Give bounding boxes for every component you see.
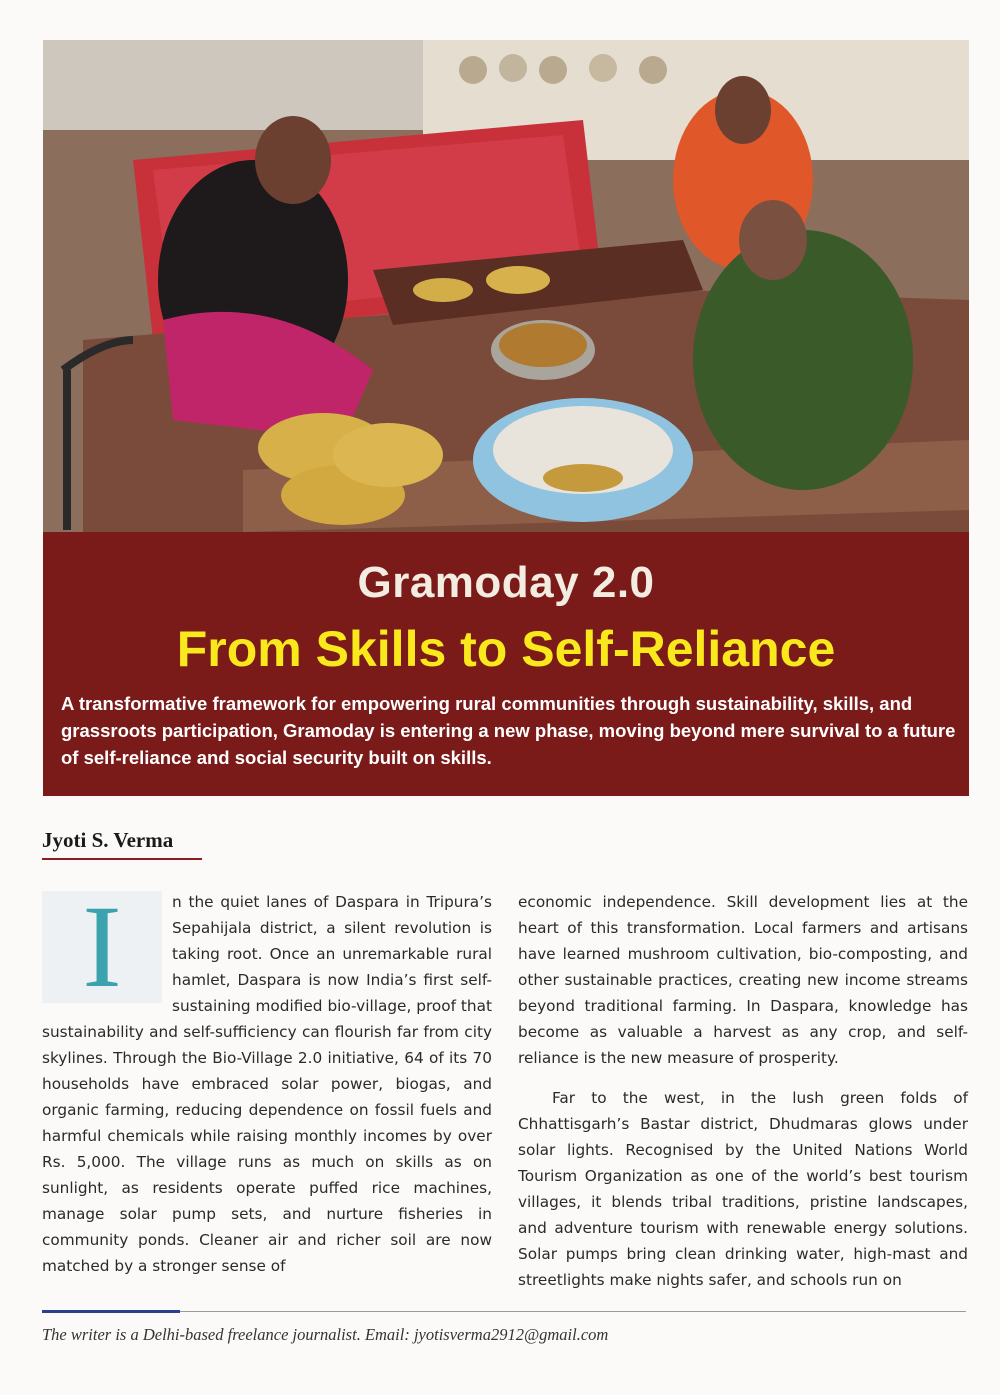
author-footnote: The writer is a Delhi-based freelance journalist. Email: jyotisverma2912@gmail.com xyxy=(42,1325,609,1344)
drop-cap: I xyxy=(42,891,162,1003)
photo-illustration xyxy=(43,40,969,532)
lede-paragraph: A transformative framework for empowering rural communities through sustainability, skills, and grassroots participation, Gramoday is entering a new phase, moving beyond mere survival to a future of self-reliance and social security built on skills. xyxy=(61,693,956,768)
paragraph: economic independence. Skill development lies at the heart of this transformation. Local farmers and artisans have learned mushroom cultivation, bio-composting, and other sustainable practices, creating new income streams beyond traditional farming. In Daspara, knowledge has become as valuable a harvest as any crop, and self-reliance is the new measure of prosperity. xyxy=(518,893,968,1067)
byline-underline xyxy=(42,858,202,860)
title-line-1: Gramoday 2.0 xyxy=(357,558,655,607)
byline: Jyoti S. Verma xyxy=(42,828,174,852)
hero-photo xyxy=(43,40,969,532)
title-banner xyxy=(43,532,969,796)
paragraph: n the quiet lanes of Daspara in Tripura’s Sepahijala district, a silent revolution is taking root. Once an unremarkable rural hamlet, Daspara is now India’s first self-sustaining modified bio-village, proof that sustainability and self-sufficiency can flourish far from city skylines. Through the Bio-Village 2.0 initiative, 64 of its 70 households have embraced solar power, biogas, and organic farming, reducing dependence on fossil fuels and harmful chemicals while raising monthly incomes by over Rs. 5,000. The village runs as much on skills as on sunlight, as residents operate puffed rice machines, manage solar pump sets, and nurture fisheries in community ponds. Cleaner air and richer soil are now matched by a stronger sense of xyxy=(42,893,492,1275)
paragraph: Far to the west, in the lush green folds of Chhattisgarh’s Bastar district, Dhudmaras glows under solar lights. Recognised by the United Nations World Tourism Organization as one of the world’s best tourism villages, it blends tribal traditions, pristine landscapes, and adventure tourism with renewable energy solutions. Solar pumps bring clean drinking water, high-mast and streetlights make nights safer, and schools run on xyxy=(518,1089,968,1289)
title-line-2: From Skills to Self-Reliance xyxy=(176,621,836,677)
footer-rule xyxy=(180,1311,966,1312)
footer-rule-accent xyxy=(42,1310,180,1313)
article-column-1 xyxy=(42,881,492,1279)
article-column-2 xyxy=(518,889,968,1293)
